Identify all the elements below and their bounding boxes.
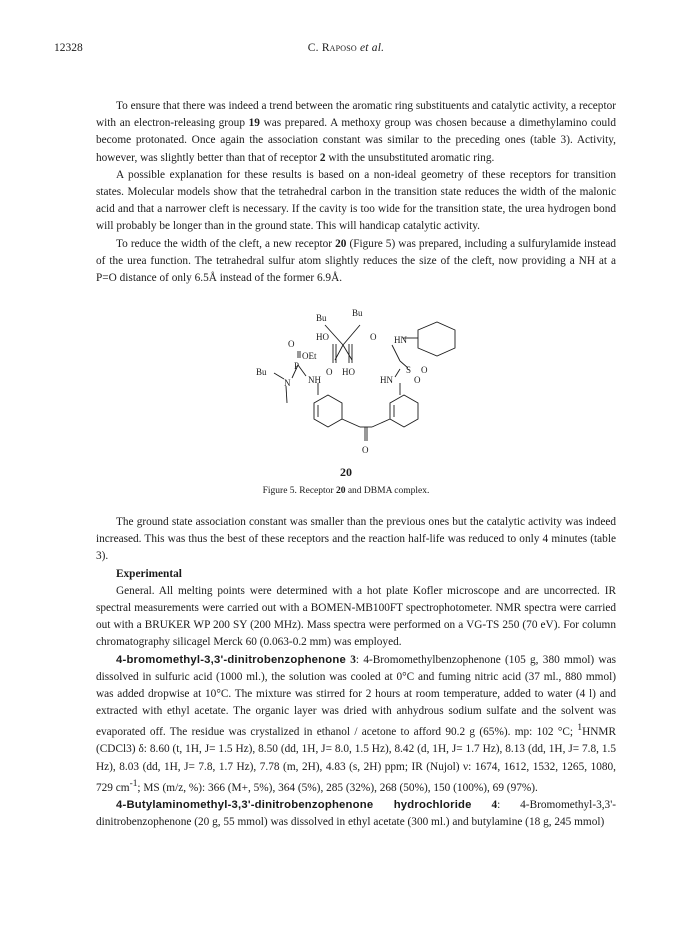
label-hn: HN [380,375,393,385]
et-al: et al. [360,42,385,54]
receptor-structure-diagram [230,303,480,463]
label-oet: OEt [302,351,317,361]
general-paragraph: General. All melting points were determined with a hot plate Kofler microscope and are uncorrected. IR spectral measurements were carried out with a BOMEN-MB100FT spectrophotometer. NMR spectra were carried out with a BRUKER WP 200 SY (200 MHz). Mass spectra were performed on a VG-TS 250 (70 eV). For column chromatography silicagel Merck 60 (0.063-0.2 mm) was employed. [96,584,616,649]
label-o: O [326,367,333,377]
label-bu: Bu [316,313,327,323]
compound-name: 4-Butylaminomethyl-3,3'-dinitrobenzophenone hydrochloride [116,798,472,811]
compound-ref: 2 [319,151,326,164]
label-p: P [294,361,300,371]
label-hn: HN [394,335,407,345]
results-and-experimental [96,514,616,831]
compound-3-paragraph: 4-bromomethyl-3,3'-dinitrobenzophenone 3: 4-Bromomethylbenzophenone (105 g, 380 mmol) was dissolved in sulfuric acid (1000 ml.), the solution was cooled at 0°C and fuming nitric acid (37 ml., 880 mmol) was added dropwise at 10°C. The mixture was stirred for 2 hours at room temperature, added to water (4 l) and extracted with ethyl acetate. The organic layer was dried with anhydrous sodium sulfate and the solvent was evaporated off. The residue was crystalized in ethanol / acetone to afford 90.2 g (65%). mp: 102 °C; $^1$HNMR (CDCl3) δ: 8.60 (t, 1H, J= 1.5 Hz), 8.50 (dd, 1H, J= 8.0, 1.5 Hz), 8.42 (d, 1H, J= 1.7 Hz), 8.13 (dd, 1H, J= 7.8, 1.5 Hz), 8.03 (dd, 1H, J= 7.8, 1.7 Hz), 7.78 (m, 2H), 4.83 (s, 2H) ppm; IR (Nujol) ν: 1674, 1612, 1532, 1265, 1080, 729 $cm^{-1}$; MS (m/z, %): 366 (M+, 5%), 364 (5%), 285 (32%), 268 (50%), 150 (100%), 69 (97%). [96,653,617,794]
author-initial: C. [307,42,322,54]
label-o: O [288,339,295,349]
label-s: S [406,365,412,375]
label-o: O [414,375,421,385]
label-o: O [421,365,428,375]
compound-number: 4 [491,798,498,811]
paragraph-3: To reduce the width of the cleft, a new receptor 20 (Figure 5) was prepared, including a sulfurylamide instead of the urea function. The tetrahedral sulfur atom slightly reduces the size of the cleft, now providing a NH at a P=O distance of only 6.5Å instead of the former 6.9Å. [96,237,616,285]
label-bu: Bu [352,308,363,318]
compound-name: 4-bromomethyl-3,3'-dinitrobenzophenone [116,653,346,666]
figure-caption: Figure 5. Receptor 20 and DBMA complex. [262,486,430,496]
paragraph-2: A possible explanation for these results is based on a non-ideal geometry of these receptors for transition states. Molecular models show that the tetrahedral carbon in the transition state reduces the width of the malonic acid and that a narrower cleft is necessary. If the cavity is too wide for the transition state, the urea hydrogen bond will probably be longer than in the ground state. This will handicap catalytic activity. [96,168,616,233]
label-ho: HO [316,332,329,342]
page-number: 12328 [54,42,83,54]
label-o: O [362,445,369,455]
compound-ref: 19 [248,117,260,130]
compound-4-paragraph: 4-Butylaminomethyl-3,3'-dinitrobenzophenone hydrochloride 4: 4-Bromomethyl-3,3'-dinitrobenzophenone (20 g, 55 mmol) was dissolved in ethyl acetate (300 ml.) and butylamine (18 g, 245 mmol) [96,798,617,828]
section-heading: Experimental [116,567,182,580]
compound-number: 20 [340,465,352,479]
compound-ref: 20 [335,237,347,250]
running-head [0,42,692,54]
paragraph-after-figure: The ground state association constant was smaller than the previous ones but the catalytic activity was indeed increased. This was thus the best of these receptors and the reaction half-life was reduced to only 4 minutes (table 3). [96,516,616,563]
label-nh: NH [308,375,321,385]
label-bu: Bu [256,367,267,377]
label-ho: HO [342,367,355,377]
intro-paragraphs [96,98,616,287]
label-n: N [284,378,291,388]
paragraph-1: To ensure that there was indeed a trend between the aromatic ring substituents and catalytic activity, a receptor with an electron-releasing group 19 was prepared. A methoxy group was chosen because a dimethylamino could become protonated. Once again the association constant was similar to the preceding ones (table 3). Activity, however, was slightly better than that of receptor 2 with the unsubstituted aromatic ring. [96,100,616,164]
compound-number: 3 [350,653,356,666]
author-surname: Raposo [321,42,357,54]
label-o: O [370,332,377,342]
